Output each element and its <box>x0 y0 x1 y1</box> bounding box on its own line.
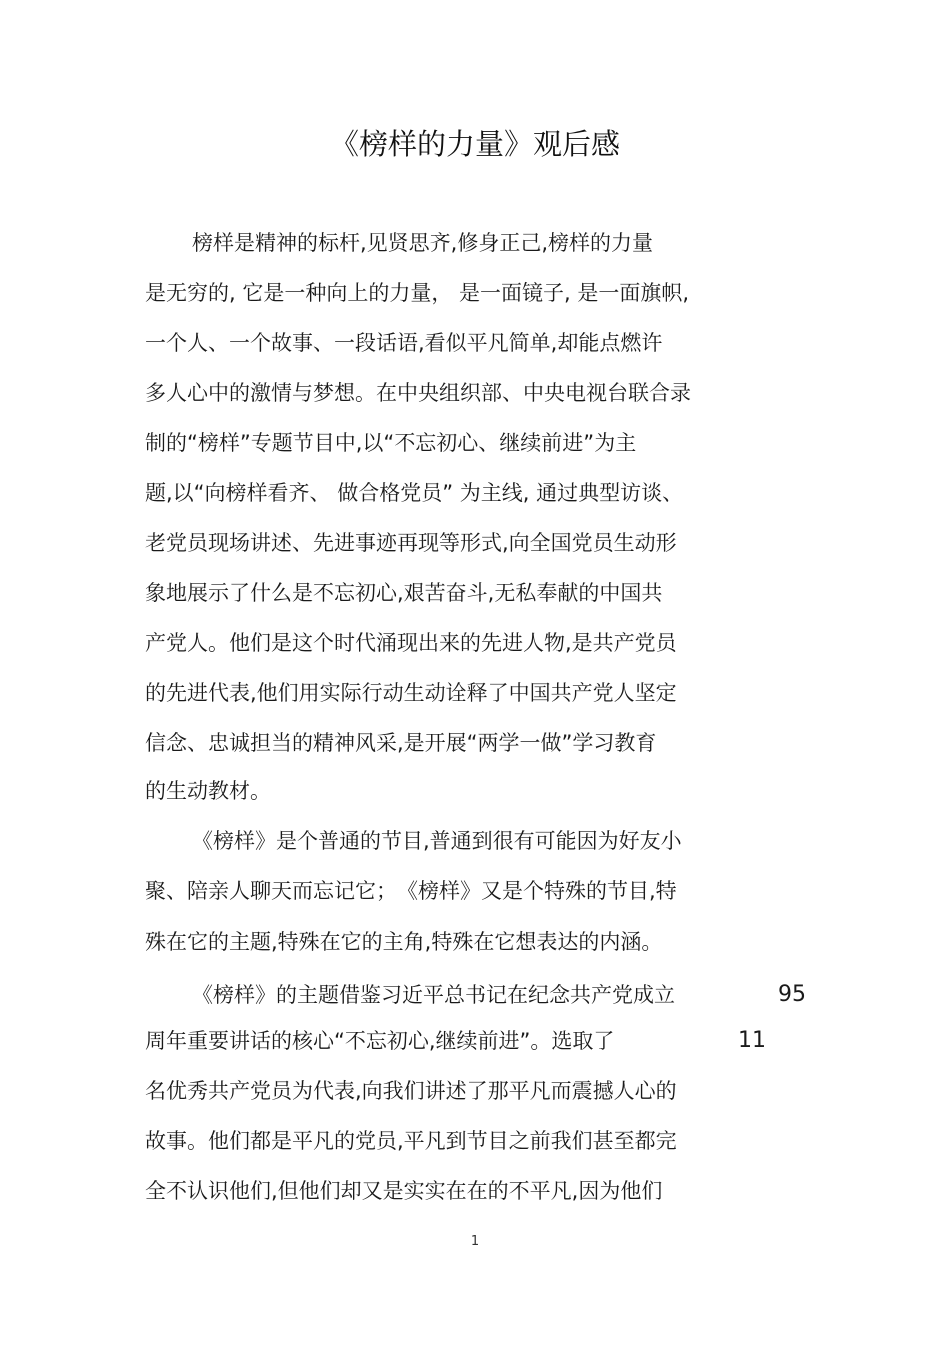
paragraph-1-line: 的生动教材。 <box>145 779 271 803</box>
paragraph-1-line: 产党人。他们是这个时代涌现出来的先进人物,是共产党员 <box>145 631 677 655</box>
paragraph-3-line: 故事。他们都是平凡的党员,平凡到节目之前我们甚至都完 <box>145 1129 677 1153</box>
paragraph-2-line: 《榜样》是个普通的节目,普通到很有可能因为好友小 <box>192 829 682 853</box>
paragraph-1-line: 榜样是精神的标杆,见贤思齐,修身正己,榜样的力量 <box>192 231 654 255</box>
paragraph-1-line: 题,以“向榜样看齐、 做合格党员” 为主线, 通过典型访谈、 <box>145 481 684 505</box>
page-title: 《榜样的力量》观后感 <box>329 127 620 161</box>
floating-number-11: 11 <box>738 1028 766 1053</box>
paragraph-3-line: 《榜样》的主题借鉴习近平总书记在纪念共产党成立 <box>192 983 675 1007</box>
paragraph-3-line: 周年重要讲话的核心“不忘初心,继续前进”。选取了 <box>145 1029 615 1053</box>
paragraph-3-line: 全不认识他们,但他们却又是实实在在的不平凡,因为他们 <box>145 1179 663 1203</box>
paragraph-1-line: 象地展示了什么是不忘初心,艰苦奋斗,无私奉献的中国共 <box>145 581 663 605</box>
paragraph-1-line: 多人心中的激情与梦想。在中央组织部、中央电视台联合录 <box>145 381 691 405</box>
paragraph-3-line: 名优秀共产党员为代表,向我们讲述了那平凡而震撼人心的 <box>145 1079 677 1103</box>
paragraph-2-line: 殊在它的主题,特殊在它的主角,特殊在它想表达的内涵。 <box>145 930 663 954</box>
page-number: 1 <box>470 1234 480 1249</box>
paragraph-1-line: 制的“榜样”专题节目中,以“不忘初心、继续前进”为主 <box>145 431 637 455</box>
paragraph-1-line: 的先进代表,他们用实际行动生动诠释了中国共产党人坚定 <box>145 681 677 705</box>
floating-number-95: 95 <box>778 982 806 1007</box>
paragraph-1-line: 信念、忠诚担当的精神风采,是开展“两学一做”学习教育 <box>145 731 657 755</box>
paragraph-2-line: 聚、陪亲人聊天而忘记它； 《榜样》又是个特殊的节目,特 <box>145 879 677 903</box>
paragraph-1-line: 是无穷的, 它是一种向上的力量， 是一面镜子, 是一面旗帜, <box>145 281 690 305</box>
paragraph-1-line: 老党员现场讲述、先进事迹再现等形式,向全国党员生动形 <box>145 531 677 555</box>
paragraph-1-line: 一个人、一个故事、一段话语,看似平凡简单,却能点燃许 <box>145 331 663 355</box>
